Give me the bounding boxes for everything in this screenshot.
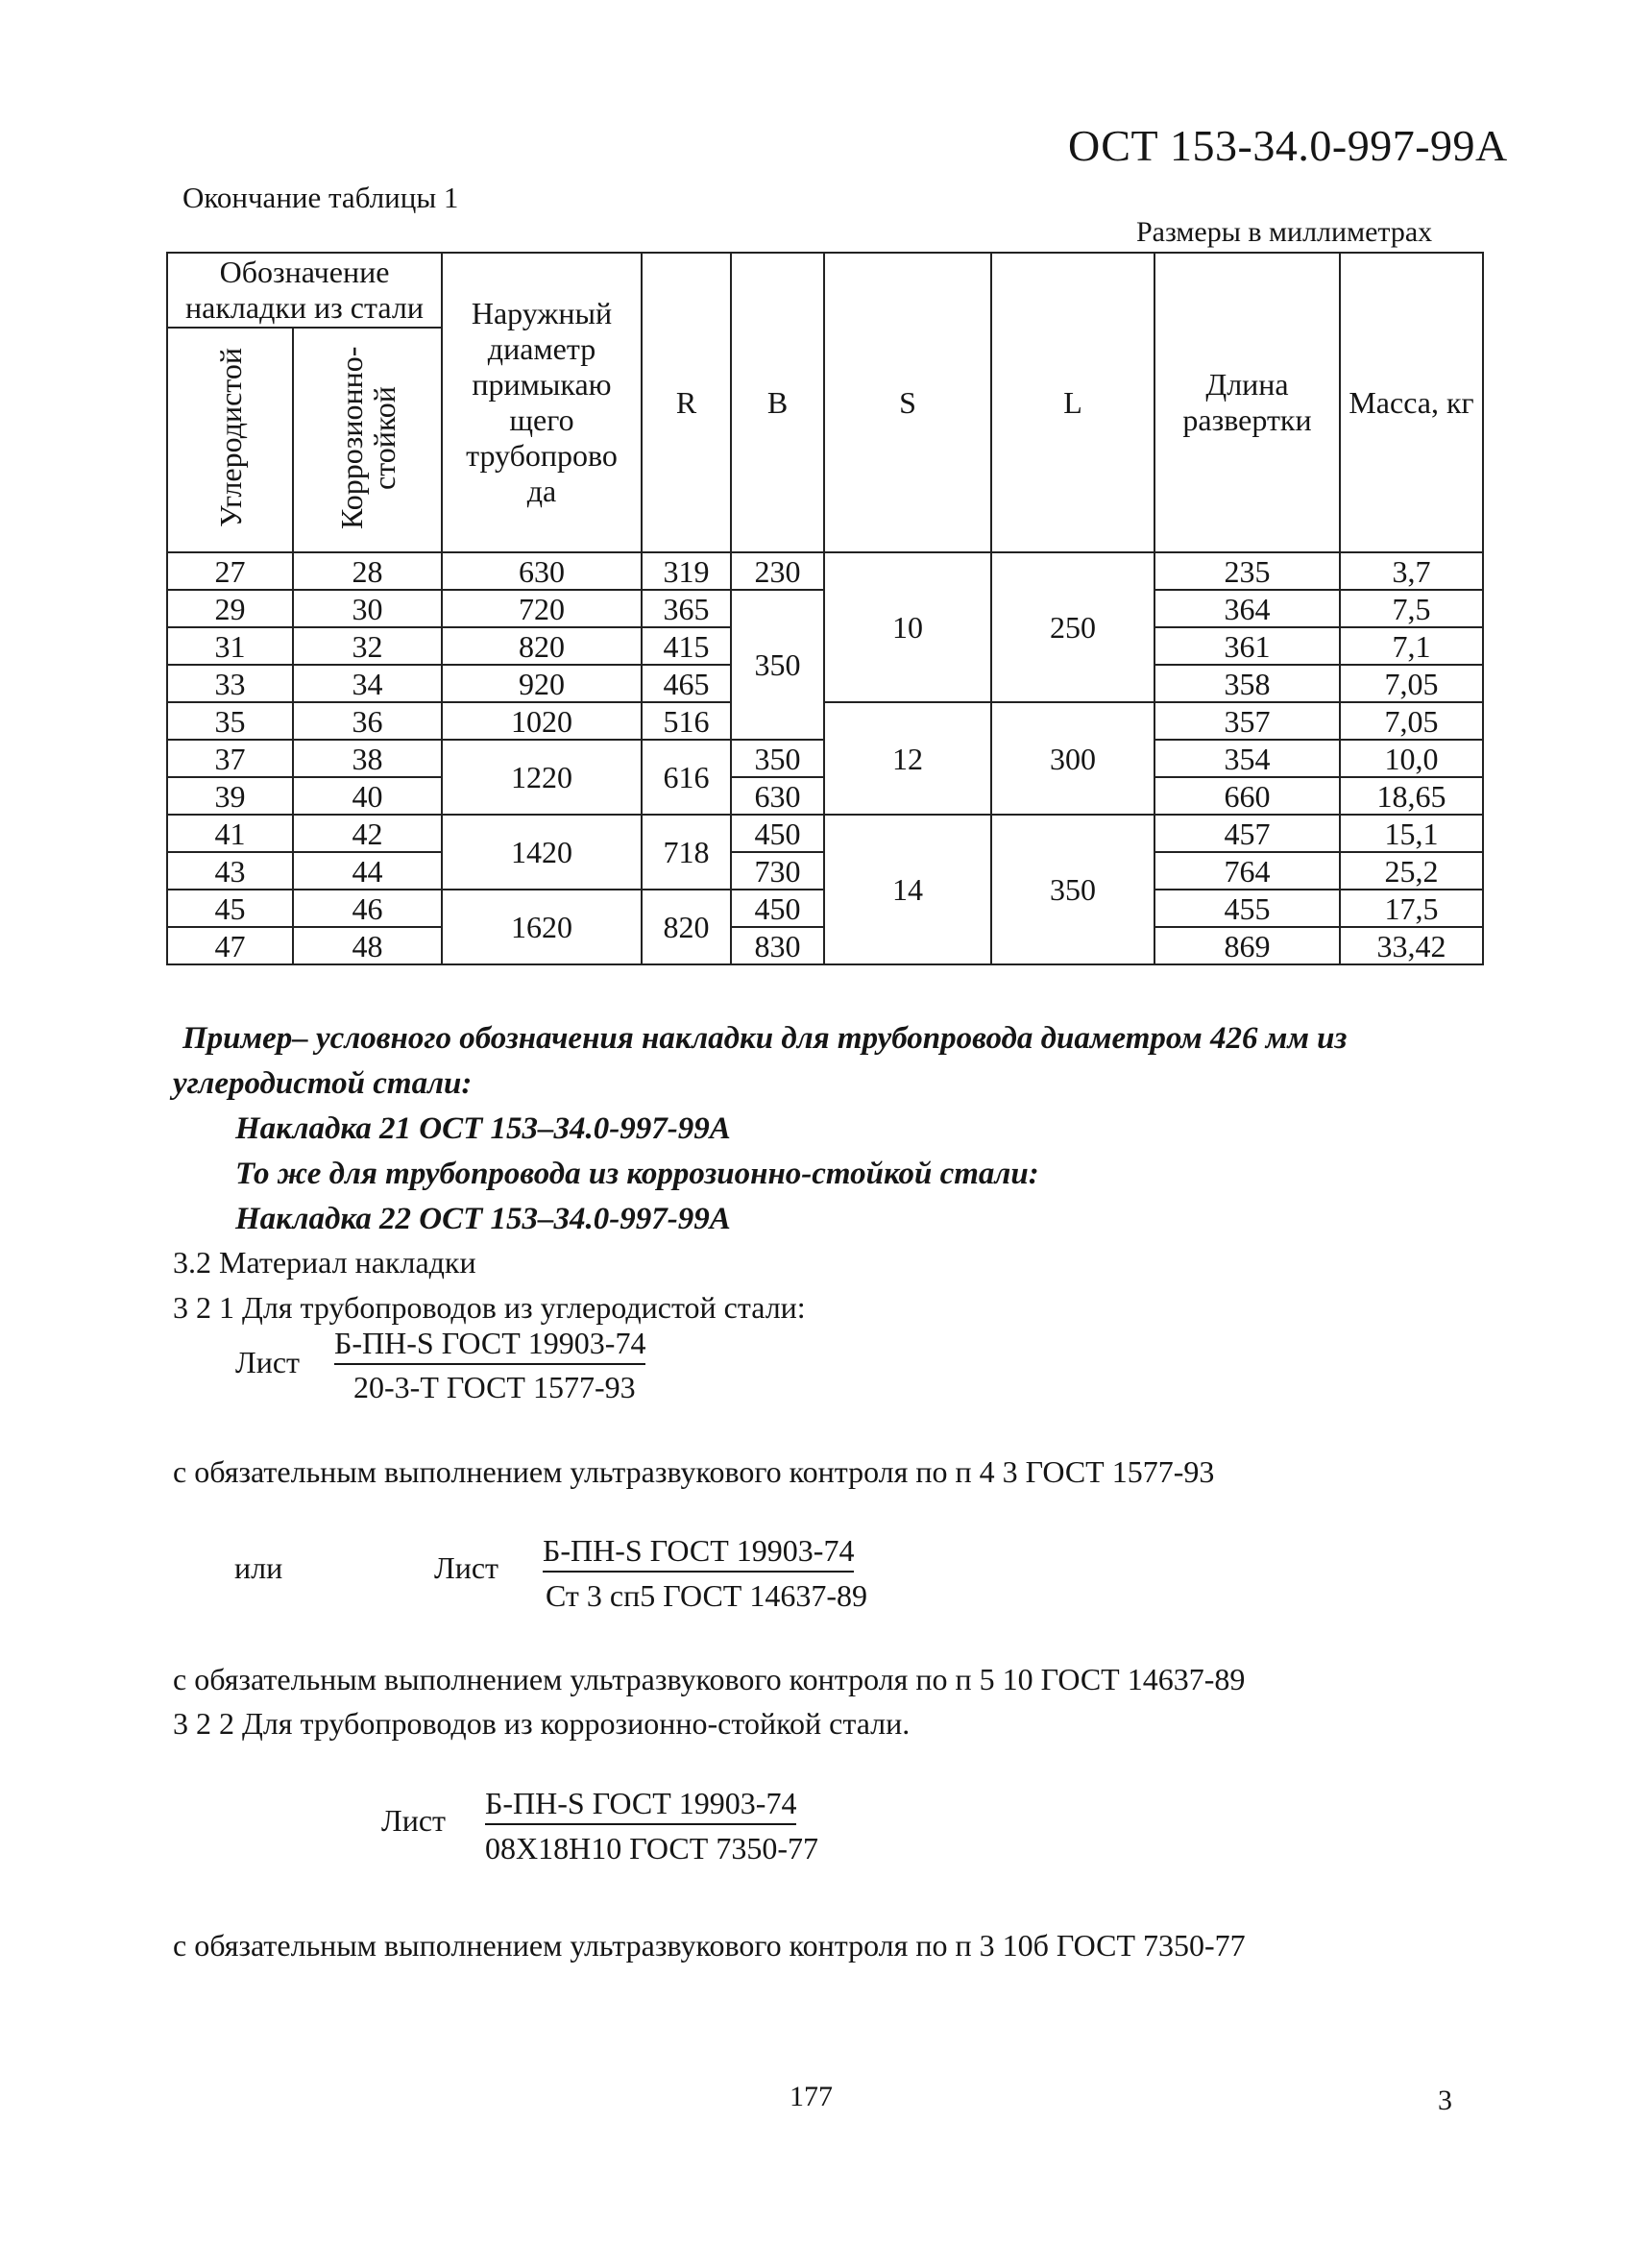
clause-3-2-1: 3 2 1 Для трубопроводов из углеродистой стали: xyxy=(173,1290,806,1325)
header-carbon-steel xyxy=(167,328,293,552)
cell-mass: 33,42 xyxy=(1340,927,1483,964)
cell-r: 365 xyxy=(642,590,731,627)
cell-carbon: 47 xyxy=(167,927,293,964)
cell-mass: 17,5 xyxy=(1340,890,1483,927)
cell-s: 10 xyxy=(824,552,991,702)
cell-b: 350 xyxy=(731,740,824,777)
header-unfolded-length: Длина развертки xyxy=(1154,253,1340,552)
sheet-number: 3 xyxy=(1438,2085,1452,2116)
cell-diameter: 1020 xyxy=(442,702,642,740)
fraction-3-denominator: 08Х18Н10 ГОСТ 7350-77 xyxy=(485,1831,818,1866)
clause-3-2-2: 3 2 2 Для трубопроводов из коррозионно-стойкой стали. xyxy=(173,1706,911,1741)
header-stainless-steel xyxy=(293,328,442,552)
fraction-3-numerator: Б-ПН-S ГОСТ 19903-74 xyxy=(485,1786,796,1825)
cell-carbon: 43 xyxy=(167,852,293,890)
cell-b: 450 xyxy=(731,815,824,852)
cell-length: 358 xyxy=(1154,665,1340,702)
fraction-1-word: Лист xyxy=(235,1345,301,1379)
cell-diameter: 1620 xyxy=(442,890,642,964)
cell-b: 630 xyxy=(731,777,824,815)
cell-b: 730 xyxy=(731,852,824,890)
fraction-3-word: Лист xyxy=(381,1803,447,1838)
cell-mass: 7,1 xyxy=(1340,627,1483,665)
cell-r: 319 xyxy=(642,552,731,590)
table-row xyxy=(167,552,1483,590)
cell-length: 354 xyxy=(1154,740,1340,777)
header-b: B xyxy=(731,253,824,552)
cell-b: 230 xyxy=(731,552,824,590)
cell-diameter: 720 xyxy=(442,590,642,627)
header-s: S xyxy=(824,253,991,552)
table-row xyxy=(167,815,1483,852)
example-designation-stainless: Накладка 22 ОСТ 153–34.0-997-99А xyxy=(235,1202,731,1236)
cell-carbon: 29 xyxy=(167,590,293,627)
cell-stainless: 48 xyxy=(293,927,442,964)
cell-diameter: 920 xyxy=(442,665,642,702)
example-line-stainless: То же для трубопровода из коррозионно-стойкой стали: xyxy=(235,1157,1039,1191)
cell-stainless: 34 xyxy=(293,665,442,702)
cell-stainless: 42 xyxy=(293,815,442,852)
cell-mass: 7,05 xyxy=(1340,665,1483,702)
cell-mass: 7,05 xyxy=(1340,702,1483,740)
cell-mass: 18,65 xyxy=(1340,777,1483,815)
example-designation-carbon: Накладка 21 ОСТ 153–34.0-997-99А xyxy=(235,1111,731,1146)
cell-diameter: 820 xyxy=(442,627,642,665)
cell-diameter: 1420 xyxy=(442,815,642,890)
page-number: 177 xyxy=(790,2081,833,2112)
cell-length: 764 xyxy=(1154,852,1340,890)
cell-diameter: 630 xyxy=(442,552,642,590)
cell-stainless: 36 xyxy=(293,702,442,740)
cell-stainless: 44 xyxy=(293,852,442,890)
fraction-1-numerator: Б-ПН-S ГОСТ 19903-74 xyxy=(334,1326,645,1365)
table-row xyxy=(167,702,1483,740)
cell-length: 660 xyxy=(1154,777,1340,815)
cell-carbon: 31 xyxy=(167,627,293,665)
header-mass: Масса, кг xyxy=(1340,253,1483,552)
cell-r: 616 xyxy=(642,740,731,815)
cell-mass: 25,2 xyxy=(1340,852,1483,890)
header-l: L xyxy=(991,253,1154,552)
cell-s: 14 xyxy=(824,815,991,964)
cell-carbon: 33 xyxy=(167,665,293,702)
cell-carbon: 27 xyxy=(167,552,293,590)
table-caption: Окончание таблицы 1 xyxy=(182,181,459,214)
cell-stainless: 40 xyxy=(293,777,442,815)
cell-length: 357 xyxy=(1154,702,1340,740)
cell-stainless: 38 xyxy=(293,740,442,777)
fraction-1-denominator: 20-3-Т ГОСТ 1577-93 xyxy=(353,1370,636,1404)
cell-stainless: 28 xyxy=(293,552,442,590)
example-line-2: углеродистой стали: xyxy=(173,1066,473,1101)
cell-diameter: 1220 xyxy=(442,740,642,815)
cell-r: 820 xyxy=(642,890,731,964)
cell-length: 235 xyxy=(1154,552,1340,590)
ultrasonic-note-2: с обязательным выполнением ультразвукового контроля по п 5 10 ГОСТ 14637-89 xyxy=(173,1662,1246,1696)
alternative-word: или xyxy=(234,1550,283,1585)
cell-r: 718 xyxy=(642,815,731,890)
cell-mass: 10,0 xyxy=(1340,740,1483,777)
dimensions-table xyxy=(166,252,1484,965)
header-designation: Обозначение накладки из стали xyxy=(167,253,442,328)
cell-length: 455 xyxy=(1154,890,1340,927)
cell-carbon: 41 xyxy=(167,815,293,852)
cell-stainless: 30 xyxy=(293,590,442,627)
cell-l: 300 xyxy=(991,702,1154,815)
cell-stainless: 46 xyxy=(293,890,442,927)
cell-length: 457 xyxy=(1154,815,1340,852)
cell-mass: 3,7 xyxy=(1340,552,1483,590)
cell-r: 465 xyxy=(642,665,731,702)
cell-b: 830 xyxy=(731,927,824,964)
cell-b: 450 xyxy=(731,890,824,927)
document-code: ОСТ 153-34.0-997-99А xyxy=(1068,121,1508,170)
cell-carbon: 37 xyxy=(167,740,293,777)
ultrasonic-note-1: с обязательным выполнением ультразвукового контроля по п 4 3 ГОСТ 1577-93 xyxy=(173,1454,1215,1489)
cell-carbon: 45 xyxy=(167,890,293,927)
cell-mass: 15,1 xyxy=(1340,815,1483,852)
cell-stainless: 32 xyxy=(293,627,442,665)
cell-r: 415 xyxy=(642,627,731,665)
header-carbon-steel-text: Углеродистой xyxy=(212,348,248,527)
fraction-2-numerator: Б-ПН-S ГОСТ 19903-74 xyxy=(543,1533,854,1573)
cell-length: 364 xyxy=(1154,590,1340,627)
ultrasonic-note-3: с обязательным выполнением ультразвукового контроля по п 3 10б ГОСТ 7350-77 xyxy=(173,1928,1246,1963)
fraction-2-denominator: Ст 3 сп5 ГОСТ 14637-89 xyxy=(546,1578,867,1613)
cell-carbon: 39 xyxy=(167,777,293,815)
section-heading-material: 3.2 Материал накладки xyxy=(173,1245,476,1280)
units-note: Размеры в миллиметрах xyxy=(1136,216,1433,248)
cell-b: 350 xyxy=(731,590,824,740)
header-r: R xyxy=(642,253,731,552)
header-outer-diameter: Наружный диаметр примыкаю щего трубопрово да xyxy=(442,253,642,552)
cell-s: 12 xyxy=(824,702,991,815)
fraction-2-word: Лист xyxy=(434,1550,499,1585)
cell-length: 361 xyxy=(1154,627,1340,665)
cell-length: 869 xyxy=(1154,927,1340,964)
cell-mass: 7,5 xyxy=(1340,590,1483,627)
cell-r: 516 xyxy=(642,702,731,740)
example-line-1: Пример– условного обозначения накладки для трубопровода диаметром 426 мм из xyxy=(182,1021,1348,1056)
cell-carbon: 35 xyxy=(167,702,293,740)
header-stainless-steel-text: Коррозионно-стойкой xyxy=(333,346,401,529)
cell-l: 350 xyxy=(991,815,1154,964)
cell-l: 250 xyxy=(991,552,1154,702)
